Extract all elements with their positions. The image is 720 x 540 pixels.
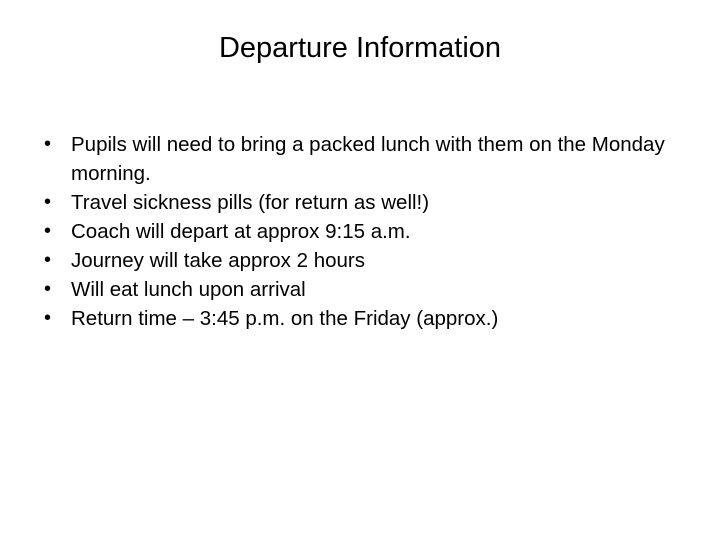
bullet-icon: •: [44, 307, 52, 329]
bullet-icon: •: [44, 133, 52, 155]
bullet-text: Journey will take approx 2 hours: [71, 249, 365, 272]
bullet-icon: •: [44, 220, 52, 242]
bullet-item-lunch-arrival: [44, 275, 684, 304]
bullet-text: Pupils will need to bring a packed lunch with them on the Monday morning.: [71, 133, 665, 185]
bullet-icon: •: [44, 278, 52, 300]
bullet-text: Coach will depart at approx 9:15 a.m.: [71, 220, 411, 243]
slide-title: Departure Information: [218, 32, 502, 64]
bullet-icon: •: [44, 191, 52, 213]
bullet-item-coach-departure: [44, 217, 684, 246]
bullet-item-journey-time: [44, 246, 684, 275]
bullet-text: Return time – 3:45 p.m. on the Friday (approx.): [71, 307, 499, 330]
bullet-item-return-time: [44, 304, 684, 333]
bullet-item-lunch: [44, 130, 684, 188]
bullet-text: Travel sickness pills (for return as well!): [71, 191, 430, 214]
bullet-list: [44, 130, 684, 333]
bullet-text: Will eat lunch upon arrival: [71, 278, 306, 301]
bullet-icon: •: [44, 249, 52, 271]
bullet-item-sickness-pills: [44, 188, 684, 217]
